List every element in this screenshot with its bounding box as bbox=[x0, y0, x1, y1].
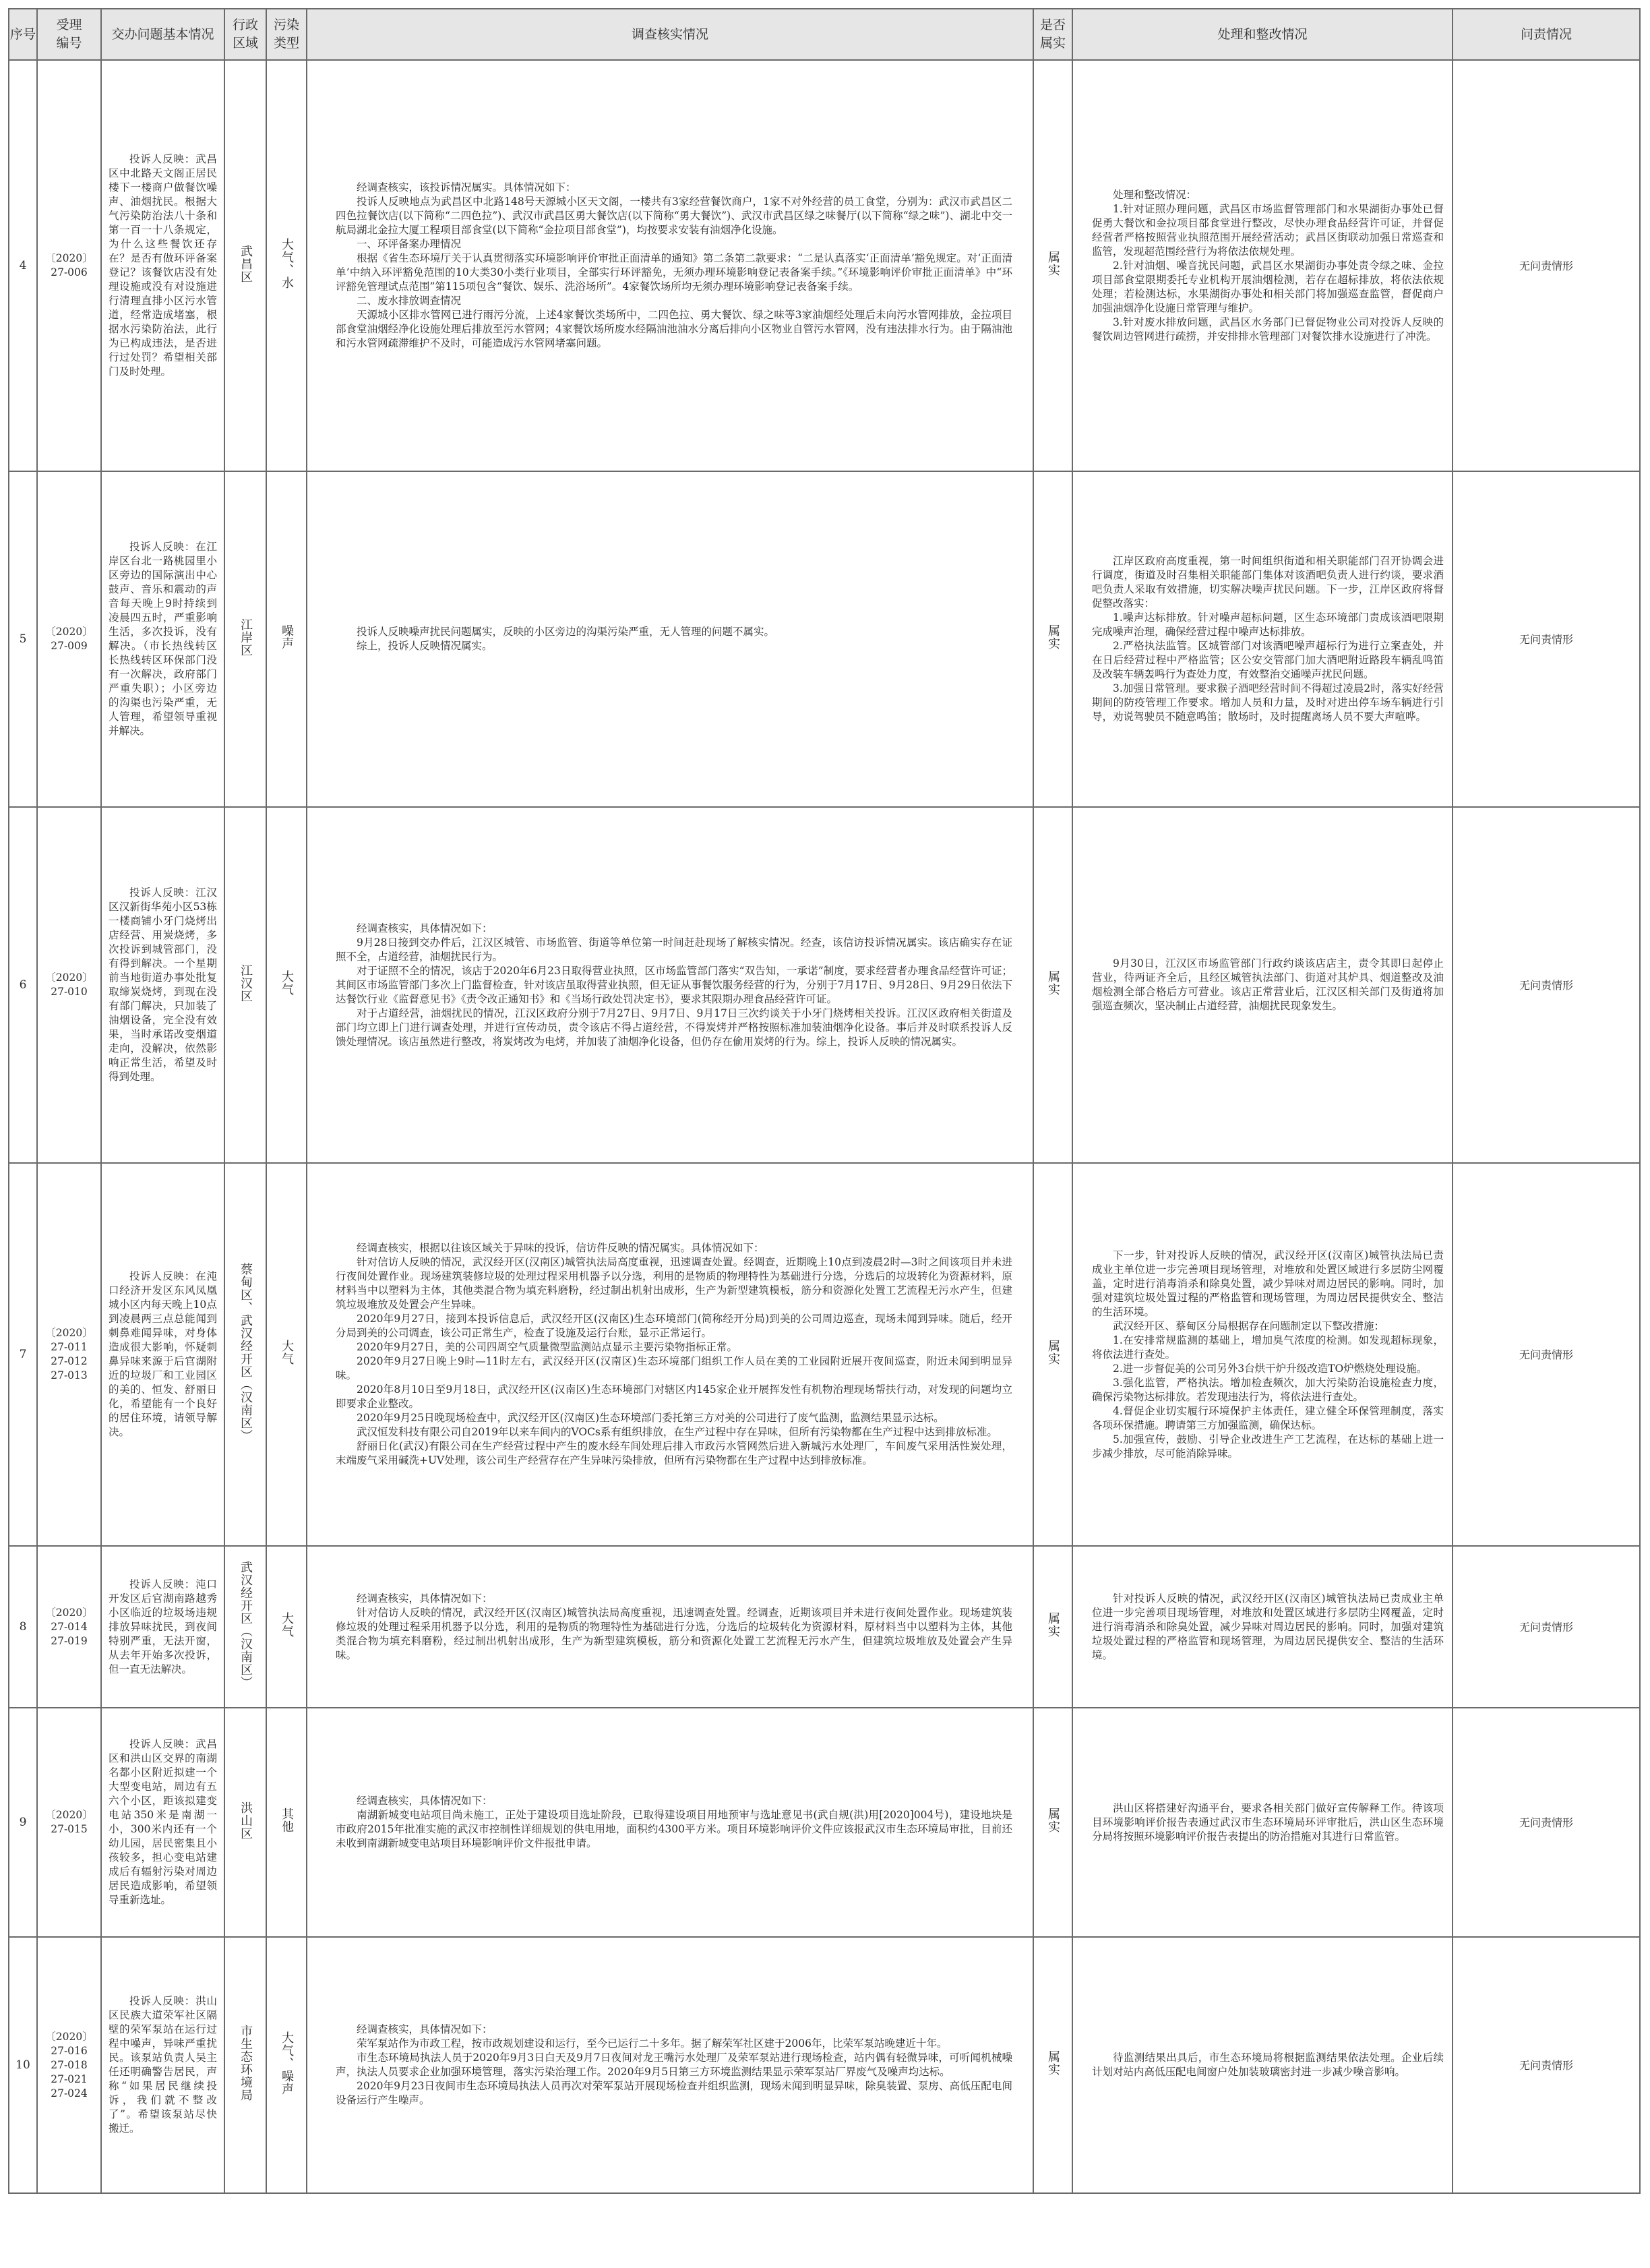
acceptance-number: 〔2020〕 bbox=[45, 1327, 93, 1339]
row-number: 7 bbox=[9, 1163, 37, 1546]
header-district: 行政 区域 bbox=[224, 9, 266, 60]
complaint-summary: 投诉人反映：沌口开发区后官湖南路越秀小区临近的垃圾场违规排放异味扰民，到夜间特别严重，无法开窗，从去年开始多次投诉，但一直无法解决。 bbox=[101, 1546, 224, 1708]
is-true: 属实 bbox=[1033, 1937, 1072, 2193]
accountability: 无问责情形 bbox=[1453, 1546, 1640, 1708]
handling-text bbox=[1072, 1937, 1453, 2193]
header-handling: 处理和整改情况 bbox=[1072, 9, 1453, 60]
handling-text bbox=[1072, 1163, 1453, 1546]
table-body bbox=[9, 60, 1640, 2193]
handling-paragraph: 1.在安排常规监测的基础上，增加臭气浓度的检测。如发现超标现象，将依法进行查处。 bbox=[1092, 1334, 1444, 1361]
handling-text bbox=[1072, 807, 1453, 1163]
district: 江岸区 bbox=[224, 471, 266, 807]
investigation-paragraph: 投诉人反映噪声扰民问题属实，反映的小区旁边的沟渠污染严重，无人管理的问题不属实。 bbox=[357, 626, 775, 638]
table-row bbox=[9, 807, 1640, 1163]
acceptance-number: 〔2020〕 bbox=[45, 1606, 93, 1619]
acceptance-number: 27-019 bbox=[51, 1634, 88, 1647]
investigation-paragraph: 2020年9月25日晚现场检查中，武汉经开区(汉南区)生态环境部门委托第三方对美的公司进行了废气监测，监测结果显示达标。 bbox=[357, 1412, 944, 1424]
complaint-table bbox=[8, 8, 1641, 2194]
acceptance-number: 〔2020〕 bbox=[45, 252, 93, 264]
investigation-paragraph: 投诉人反映地点为武昌区中北路148号天源城小区天文阁，一楼共有3家经营餐饮商户，1家不对外经营的员工食堂，分别为：武汉市武昌区二四色拉餐饮店(以下简称“二四色拉”)、武汉市武昌区勇大餐饮店(以下简称“勇大餐饮”)、武汉市武昌区绿之味餐厅(以下简称“绿之味”)、湖北中交一航局湖北金拉大厦工程项目部食堂(以下简称“金拉项目部食堂”)，均按要求安装有油烟净化设施。 bbox=[336, 196, 1012, 236]
is-true: 属实 bbox=[1033, 1163, 1072, 1546]
investigation-paragraph: 经调查核实，具体情况如下： bbox=[357, 1795, 493, 1807]
acceptance-number: 27-015 bbox=[51, 1823, 88, 1835]
handling-paragraph: 下一步，针对投诉人反映的情况，武汉经开区(汉南区)城管执法局已责成业主单位进一步完善项目现场管理，对堆放和处置区域进行多层防尘网覆盖，定时进行消毒消杀和除臭处置，减少异味对周边居民的影响。同时，加强对建筑垃圾处置过程的严格监管和现场管理，为周边居民提供安全、整洁的生活环境。 bbox=[1092, 1249, 1444, 1318]
investigation-paragraph: 经调查核实，具体情况如下： bbox=[357, 2023, 493, 2035]
is-true: 属实 bbox=[1033, 1546, 1072, 1708]
handling-text bbox=[1072, 1708, 1453, 1937]
investigation-paragraph: 2020年9月23日夜间市生态环境局执法人员再次对荣军泵站开展现场检查并组织监测，现场未闻到明显异味，除臭装置、泵房、高低压配电间设备运行产生噪声。 bbox=[336, 2080, 1012, 2106]
district: 武汉经开区（汉南区） bbox=[224, 1546, 266, 1708]
handling-paragraph: 洪山区将搭建好沟通平台，要求各相关部门做好宣传解释工作。待该项目环境影响评价报告表通过武汉市生态环境局环评审批后，洪山区生态环境分局将按照环境影响评价报告表提出的防治措施对其进行日常监管。 bbox=[1092, 1801, 1444, 1843]
investigation-text bbox=[307, 60, 1033, 471]
complaint-summary: 投诉人反映：洪山区民族大道荣军社区隔壁的荣军泵站在运行过程中噪声，异味严重扰民。该泵站负责人吴主任还明确警告居民，声称“如果居民继续投诉，我们就不整改了”。希望该泵站尽快搬迁。 bbox=[101, 1937, 224, 2193]
investigation-paragraph: 针对信访人反映的情况，武汉经开区(汉南区)城管执法局高度重视，迅速调查处置。经调查，近期该项目并未进行夜间处置作业。现场建筑装修垃圾的处理过程采用机器予以分选，利用的是物质的物理特性为基础进行分选，分选后的垃圾转化为资源材料，原材料当中以塑料为主体，其他类混合物为填充料磨粉，经过制出机射出成形，生产为新型建筑模板，筋分和资源化处置工艺流程无污水产生，但建筑垃圾堆放及处置会产生异味。 bbox=[336, 1606, 1012, 1661]
acceptance-numbers bbox=[37, 1708, 101, 1937]
investigation-paragraph: 2020年9月27日，美的公司四周空气质量微型监测站点显示主要污染物指标正常。 bbox=[357, 1341, 738, 1353]
acceptance-number: 27-024 bbox=[51, 2087, 88, 2099]
complaint-summary: 投诉人反映：武昌区和洪山区交界的南湖名都小区附近拟建一个大型变电站，周边有五六个小区，距该拟建变电站350米是南湖一小，300米内还有一个幼儿园，居民密集且小孩较多，担心变电站建成后有辐射污染对周边居民造成影响，希望领导重新选址。 bbox=[101, 1708, 224, 1937]
investigation-paragraph: 经调查核实，具体情况如下： bbox=[357, 922, 493, 934]
handling-paragraph: 2.针对油烟、噪音扰民问题，武昌区水果湖街办事处责令绿之味、金拉项目部食堂限期委托专业机构开展油烟检测，若存在超标排放，将依法依规处理；若检测达标，水果湖街办事处和相关部门将加强巡查监管，督促商户加强油烟净化设施日常管理与维护。 bbox=[1092, 259, 1444, 314]
handling-paragraph: 江岸区政府高度重视，第一时间组织街道和相关职能部门召开协调会进行调度，街道及时召集相关职能部门集体对该酒吧负责人进行约谈，要求酒吧负责人采取有效措施，切实解决噪声扰民问题。下一步，江岸区政府将督促整改落实： bbox=[1092, 555, 1444, 609]
handling-paragraph: 3.针对废水排放问题，武昌区水务部门已督促物业公司对投诉人反映的餐饮周边管网进行疏捞，并安排排水管理部门对餐饮排水设施进行了冲洗。 bbox=[1092, 316, 1444, 342]
page bbox=[8, 8, 1639, 2194]
handling-text bbox=[1072, 60, 1453, 471]
handling-paragraph: 2.进一步督促美的公司另外3台烘干炉升级改造TO炉燃烧处理设施。 bbox=[1113, 1362, 1428, 1375]
investigation-paragraph: 经调查核实，该投诉情况属实。具体情况如下： bbox=[357, 181, 576, 193]
acceptance-number: 〔2020〕 bbox=[45, 972, 93, 984]
acceptance-numbers bbox=[37, 1546, 101, 1708]
acceptance-number: 27-013 bbox=[51, 1369, 88, 1381]
accountability: 无问责情形 bbox=[1453, 1937, 1640, 2193]
accountability: 无问责情形 bbox=[1453, 1163, 1640, 1546]
investigation-paragraph: 对于证照不全的情况，该店于2020年6月23日取得营业执照，区市场监管部门落实“双告知，一承诺”制度，要求经营者办理食品经营许可证；其间区市场监管部门多次上门监督检查，针对该店虽取得营业执照，但无证从事餐饮服务经营的行为，分别于7月17日、9月28日、9月29日依法下达餐饮行业《监督意见书》《责令改正通知书》和《当场行政处罚决定书》，要求其限期办理食品经营许可证。 bbox=[336, 964, 1012, 1005]
acceptance-number: 27-018 bbox=[51, 2058, 88, 2071]
is-true: 属实 bbox=[1033, 807, 1072, 1163]
table-row bbox=[9, 1546, 1640, 1708]
investigation-paragraph: 根据《省生态环境厅关于认真贯彻落实环境影响评价审批正面清单的通知》第二条第二款要求：“二是认真落实‘正面清单’豁免规定。对‘正面清单’中纳入环评豁免范围的10大类30小类行业项目，全部实行环评豁免，无须办理环境影响登记表备案手续。”《环境影响评价审批正面清单》中“环评豁免管理试点范围”第115项包含“餐饮、娱乐、洗浴场所”。4家餐饮场所均无须办理环境影响登记表备案手续。 bbox=[336, 252, 1012, 293]
table-row bbox=[9, 1708, 1640, 1937]
acceptance-numbers bbox=[37, 471, 101, 807]
investigation-paragraph: 2020年9月27日晚上9时—11时左右，武汉经开区(汉南区)生态环境部门组织工作人员在美的工业园附近展开夜间巡查，附近未闻到明显异味。 bbox=[336, 1355, 1012, 1381]
handling-paragraph: 针对投诉人反映的情况，武汉经开区(汉南区)城管执法局已责成业主单位进一步完善项目现场管理，对堆放和处置区域进行多层防尘网覆盖，定时进行消毒消杀和除臭处置，减少异味对周边居民的影响。同时，加强对建筑垃圾处置过程的严格监管和现场管理，为周边居民提供安全、整洁的生活环境。 bbox=[1092, 1592, 1444, 1661]
is-true: 属实 bbox=[1033, 1708, 1072, 1937]
investigation-paragraph: 经调查核实，根据以往该区域关于异味的投诉，信访件反映的情况属实。具体情况如下： bbox=[357, 1242, 764, 1254]
acceptance-number: 〔2020〕 bbox=[45, 1809, 93, 1821]
header-type: 污染 类型 bbox=[266, 9, 307, 60]
table-row bbox=[9, 60, 1640, 471]
acceptance-number: 27-006 bbox=[51, 266, 88, 278]
district: 市生态环境局 bbox=[224, 1937, 266, 2193]
row-number: 9 bbox=[9, 1708, 37, 1937]
district: 洪山区 bbox=[224, 1708, 266, 1937]
pollution-type: 大气、噪声 bbox=[266, 1937, 307, 2193]
acceptance-number: 〔2020〕 bbox=[45, 2030, 93, 2043]
investigation-paragraph: 舒丽日化(武汉)有限公司在生产经营过程中产生的废水经车间处理后排入市政污水管网然后进入新城污水处理厂，车间废气采用活性炭处理，末端废气采用碱洗+UV处理，该公司生产经营存在产生异味污染排放，但所有污染物都在生产过程中达到排放标准。 bbox=[336, 1440, 1012, 1466]
investigation-paragraph: 2020年9月27日，接到本投诉信息后，武汉经开区(汉南区)生态环境部门(简称经开分局)到美的公司周边巡查，现场未闻到异味。随后，经开分局到美的公司调查，该公司正常生产，检查了设施及运行台账，显示正常运行。 bbox=[336, 1313, 1012, 1339]
investigation-paragraph: 一、环评备案办理情况 bbox=[357, 238, 462, 250]
pollution-type: 噪声 bbox=[266, 471, 307, 807]
handling-paragraph: 3.加强日常管理。要求猴子酒吧经营时间不得超过凌晨2时，落实好经营期间的防疫管理工作要求。增加人员和力量，及时对进出停车场车辆进行引导，劝说驾驶员不随意鸣笛；散场时，及时提醒离场人员不要大声喧哗。 bbox=[1092, 682, 1444, 723]
handling-paragraph: 2.严格执法监管。区城管部门对该酒吧噪声超标行为进行立案查处，并在日后经营过程中严格监管；区公安交管部门加大酒吧附近路段车辆乱鸣笛及改装车辆轰鸣行为查处力度，有效整治交通噪声扰民问题。 bbox=[1092, 640, 1444, 680]
accountability: 无问责情形 bbox=[1453, 807, 1640, 1163]
table-row bbox=[9, 1163, 1640, 1546]
investigation-paragraph: 经调查核实，具体情况如下： bbox=[357, 1592, 493, 1605]
is-true: 属实 bbox=[1033, 60, 1072, 471]
investigation-paragraph: 针对信访人反映的情况，武汉经开区(汉南区)城管执法局高度重视，迅速调查处置。经调查，近期晚上10点到凌晨2时—3时之间该项目并未进行夜间处置作业。现场建筑装修垃圾的处理过程采用机器予以分选，利用的是物质的物理特性为基础进行分选，分选后的垃圾转化为资源材料，原材料当中以塑料为主体，其他类混合物为填充料磨粉，经过制出机射出成形，生产为新型建筑模板，筋分和资源化处置工艺流程无污水产生，但建筑垃圾堆放及处置会产生异味。 bbox=[336, 1256, 1012, 1311]
complaint-summary: 投诉人反映：武昌区中北路天文阁正居民楼下一楼商户做餐饮噪声、油烟扰民。根据大气污染防治法八十条和第一百一十八条规定，为什么这些餐饮还存在？是否有做环评备案登记？该餐饮店没有处理设施或没有对设施进行清理直排小区污水管道，经常造成堵塞，根据水污染防治法，此行为已构成违法，是否进行过处罚？希望相关部门及时处理。 bbox=[101, 60, 224, 471]
header-true: 是否 属实 bbox=[1033, 9, 1072, 60]
header-accountability: 问责情况 bbox=[1453, 9, 1640, 60]
investigation-text bbox=[307, 471, 1033, 807]
acceptance-number: 27-016 bbox=[51, 2044, 88, 2057]
handling-paragraph: 5.加强宣传，鼓励、引导企业改进生产工艺流程，在达标的基础上进一步减少排放，尽可能消除异味。 bbox=[1092, 1433, 1444, 1460]
handling-paragraph: 武汉经开区、蔡甸区分局根据存在问题制定以下整改措施： bbox=[1113, 1319, 1385, 1332]
row-number: 4 bbox=[9, 60, 37, 471]
row-number: 8 bbox=[9, 1546, 37, 1708]
table-row bbox=[9, 471, 1640, 807]
acceptance-number: 27-012 bbox=[51, 1355, 88, 1367]
investigation-paragraph: 9月28日接到交办件后，江汉区城管、市场监管、街道等单位第一时间赶赴现场了解核实情况。经查，该信访投诉情况属实。该店确实存在证照不全，占道经营，油烟扰民行为。 bbox=[336, 936, 1012, 963]
handling-text bbox=[1072, 1546, 1453, 1708]
complaint-summary: 投诉人反映：在沌口经济开发区东风凤凰城小区内每天晚上10点到凌晨两三点总能闻到刺鼻难闻异味，对身体造成很大影响，怀疑刺鼻异味来源于后官湖附近的垃圾厂和工业园区的美的、恒发、舒丽日化，希望能有一个良好的居住环境，请领导解决。 bbox=[101, 1163, 224, 1546]
acceptance-numbers bbox=[37, 807, 101, 1163]
investigation-text bbox=[307, 1708, 1033, 1937]
header-id: 受理 编号 bbox=[37, 9, 101, 60]
investigation-paragraph: 南湖新城变电站项目尚未施工，正处于建设项目选址阶段，已取得建设项目用地预审与选址意见书(武自规(洪)用[2020]004号)，建设地块是市政府2015年批准实施的武汉市控制性详细规划的供电用地，面积约4300平方米。项目环境影响评价文件应该报武汉市生态环境局审批，目前还未收到南湖新城变电站项目环境影响评价文件报批申请。 bbox=[336, 1809, 1012, 1849]
investigation-text bbox=[307, 1546, 1033, 1708]
table-header-row bbox=[9, 9, 1640, 60]
acceptance-numbers bbox=[37, 1163, 101, 1546]
acceptance-number: 〔2020〕 bbox=[45, 626, 93, 638]
investigation-paragraph: 二、废水排放调查情况 bbox=[357, 295, 462, 307]
pollution-type: 大气、水 bbox=[266, 60, 307, 471]
table-row bbox=[9, 1937, 1640, 2193]
handling-paragraph: 3.强化监管，严格执法。增加检查频次，加大污染防治设施检查力度，确保污染物达标排放。若发现违法行为，将依法进行查处。 bbox=[1092, 1376, 1444, 1403]
pollution-type: 其他 bbox=[266, 1708, 307, 1937]
investigation-text bbox=[307, 807, 1033, 1163]
pollution-type: 大气 bbox=[266, 1163, 307, 1546]
investigation-text bbox=[307, 1937, 1033, 2193]
complaint-summary: 投诉人反映：江汉区汉新街华苑小区53栋一楼商铺小牙门烧烤出店经营、用炭烧烤，多次投诉到城管部门，没有得到解决。一个星期前当地街道办事处批复取缔炭烧烤，到现在没有部门解决，只加装了油烟设备，完全没有效果，当时承诺改变烟道走向，没解决，依然影响正常生活，希望及时得到处理。 bbox=[101, 807, 224, 1163]
handling-paragraph: 处理和整改情况： bbox=[1113, 188, 1197, 201]
handling-paragraph: 待监测结果出具后，市生态环境局将根据监测结果依法处理。企业后续计划对站内高低压配电间窗户处加装玻璃密封进一步减少噪音影响。 bbox=[1092, 2052, 1444, 2078]
handling-paragraph: 9月30日，江汉区市场监管部门行政约谈该店店主，责令其即日起停止营业，待两证齐全后，且经区城管执法部门、街道对其炉具、烟道整改及油烟检测全部合格后方可营业。该店正常营业后，江汉区相关部门及街道将加强巡查频次，坚决制止占道经营，油烟扰民现象发生。 bbox=[1092, 957, 1444, 1012]
investigation-paragraph: 天源城小区排水管网已进行雨污分流，上述4家餐饮类场所中，二四色拉、勇大餐饮、绿之味等3家油烟经处理后未向污水管网排放，金拉项目部食堂油烟经净化设施处理后排放至污水管网；4家餐饮场所废水经隔油池油水分离后排向小区物业自管污水管网，没有违法排水行为。由于隔油池和污水管网疏滞维护不及时，可能造成污水管网堵塞问题。 bbox=[336, 309, 1012, 349]
pollution-type: 大气 bbox=[266, 807, 307, 1163]
handling-text bbox=[1072, 471, 1453, 807]
district: 蔡甸区、武汉经开区（汉南区） bbox=[224, 1163, 266, 1546]
row-number: 5 bbox=[9, 471, 37, 807]
district: 江汉区 bbox=[224, 807, 266, 1163]
acceptance-number: 27-021 bbox=[51, 2072, 88, 2085]
acceptance-number: 27-010 bbox=[51, 986, 88, 998]
handling-paragraph: 1.针对证照办理问题，武昌区市场监督管理部门和水果湖街办事处已督促勇大餐饮和金拉项目部食堂进行整改，尽快办理食品经营许可证，并督促经营者严格按照营业执照范围开展经营活动；武昌区街联动加强日常巡查和监管，发现超范围经营行为将依法依规处理。 bbox=[1092, 202, 1444, 258]
row-number: 10 bbox=[9, 1937, 37, 2193]
acceptance-numbers bbox=[37, 60, 101, 471]
acceptance-number: 27-009 bbox=[51, 640, 88, 652]
accountability: 无问责情形 bbox=[1453, 471, 1640, 807]
acceptance-numbers bbox=[37, 1937, 101, 2193]
accountability: 无问责情形 bbox=[1453, 1708, 1640, 1937]
investigation-paragraph: 市生态环境局执法人员于2020年9月3日白天及9月7日夜间对龙王嘴污水处理厂及荣军泵站进行现场检查，站内偶有轻微异味，可听闻机械噪声，执法人员要求企业加强环境管理，落实污染治理工作。2020年9月5日第三方环境监测结果显示荣军泵站厂界废气及噪声均达标。 bbox=[336, 2052, 1012, 2078]
handling-paragraph: 1.噪声达标排放。针对噪声超标问题，区生态环境部门责成该酒吧限期完成噪声治理，确保经营过程中噪声达标排放。 bbox=[1092, 611, 1444, 638]
acceptance-number: 27-014 bbox=[51, 1620, 88, 1633]
investigation-paragraph: 2020年8月10日至9月18日，武汉经开区(汉南区)生态环境部门对辖区内145家企业开展挥发性有机物治理现场帮扶行动，对发现的问题均立即要求企业整改。 bbox=[336, 1383, 1012, 1410]
header-investigation: 调查核实情况 bbox=[307, 9, 1033, 60]
acceptance-number: 27-011 bbox=[51, 1341, 88, 1353]
pollution-type: 大气 bbox=[266, 1546, 307, 1708]
handling-paragraph: 4.督促企业切实履行环境保护主体责任，建立健全环保管理制度，落实各项环保措施。聘请第三方加强监测，确保达标。 bbox=[1092, 1404, 1444, 1431]
is-true: 属实 bbox=[1033, 471, 1072, 807]
investigation-text bbox=[307, 1163, 1033, 1546]
header-basic: 交办问题基本情况 bbox=[101, 9, 224, 60]
investigation-paragraph: 对于占道经营，油烟扰民的情况，江汉区政府分别于7月27日、9月7日、9月17日三次约谈关于小牙门烧烤相关投诉。江汉区政府相关街道及部门均立即上门进行调查处理，并进行宣传动员，责令该店不得占道经营，不得炭烤并严格按照标准加装油烟净化设备。事后并及时联系投诉人反馈处理情况。该店虽然进行整改，将炭烤改为电烤，并加装了油烟净化设备，但仍存在偷用炭烤的行为。综上，投诉人反映的情况属实。 bbox=[336, 1007, 1012, 1048]
accountability: 无问责情形 bbox=[1453, 60, 1640, 471]
investigation-paragraph: 综上，投诉人反映情况属实。 bbox=[357, 640, 493, 652]
complaint-summary: 投诉人反映：在江岸区台北一路桃园里小区旁边的国际演出中心鼓声、音乐和震动的声音每天晚上9时持续到凌晨四五时，严重影响生活，多次投诉，没有解决。（市长热线转区长热线转区环保部门没有一次解决，政府部门严重失职）；小区旁边的沟渠也污染严重，无人管理，希望领导重视并解决。 bbox=[101, 471, 224, 807]
row-number: 6 bbox=[9, 807, 37, 1163]
investigation-paragraph: 荣军泵站作为市政工程，按市政规划建设和运行，至今已运行二十多年。据了解荣军社区建于2006年，比荣军泵站晚建近十年。 bbox=[357, 2037, 948, 2050]
header-num: 序号 bbox=[9, 9, 37, 60]
district: 武昌区 bbox=[224, 60, 266, 471]
investigation-paragraph: 武汉恒发科技有限公司自2019年以来车间内的VOCs系有组织排放，在生产过程中存在异味，但所有污染物都在生产过程中达到排放标准。 bbox=[357, 1426, 998, 1438]
